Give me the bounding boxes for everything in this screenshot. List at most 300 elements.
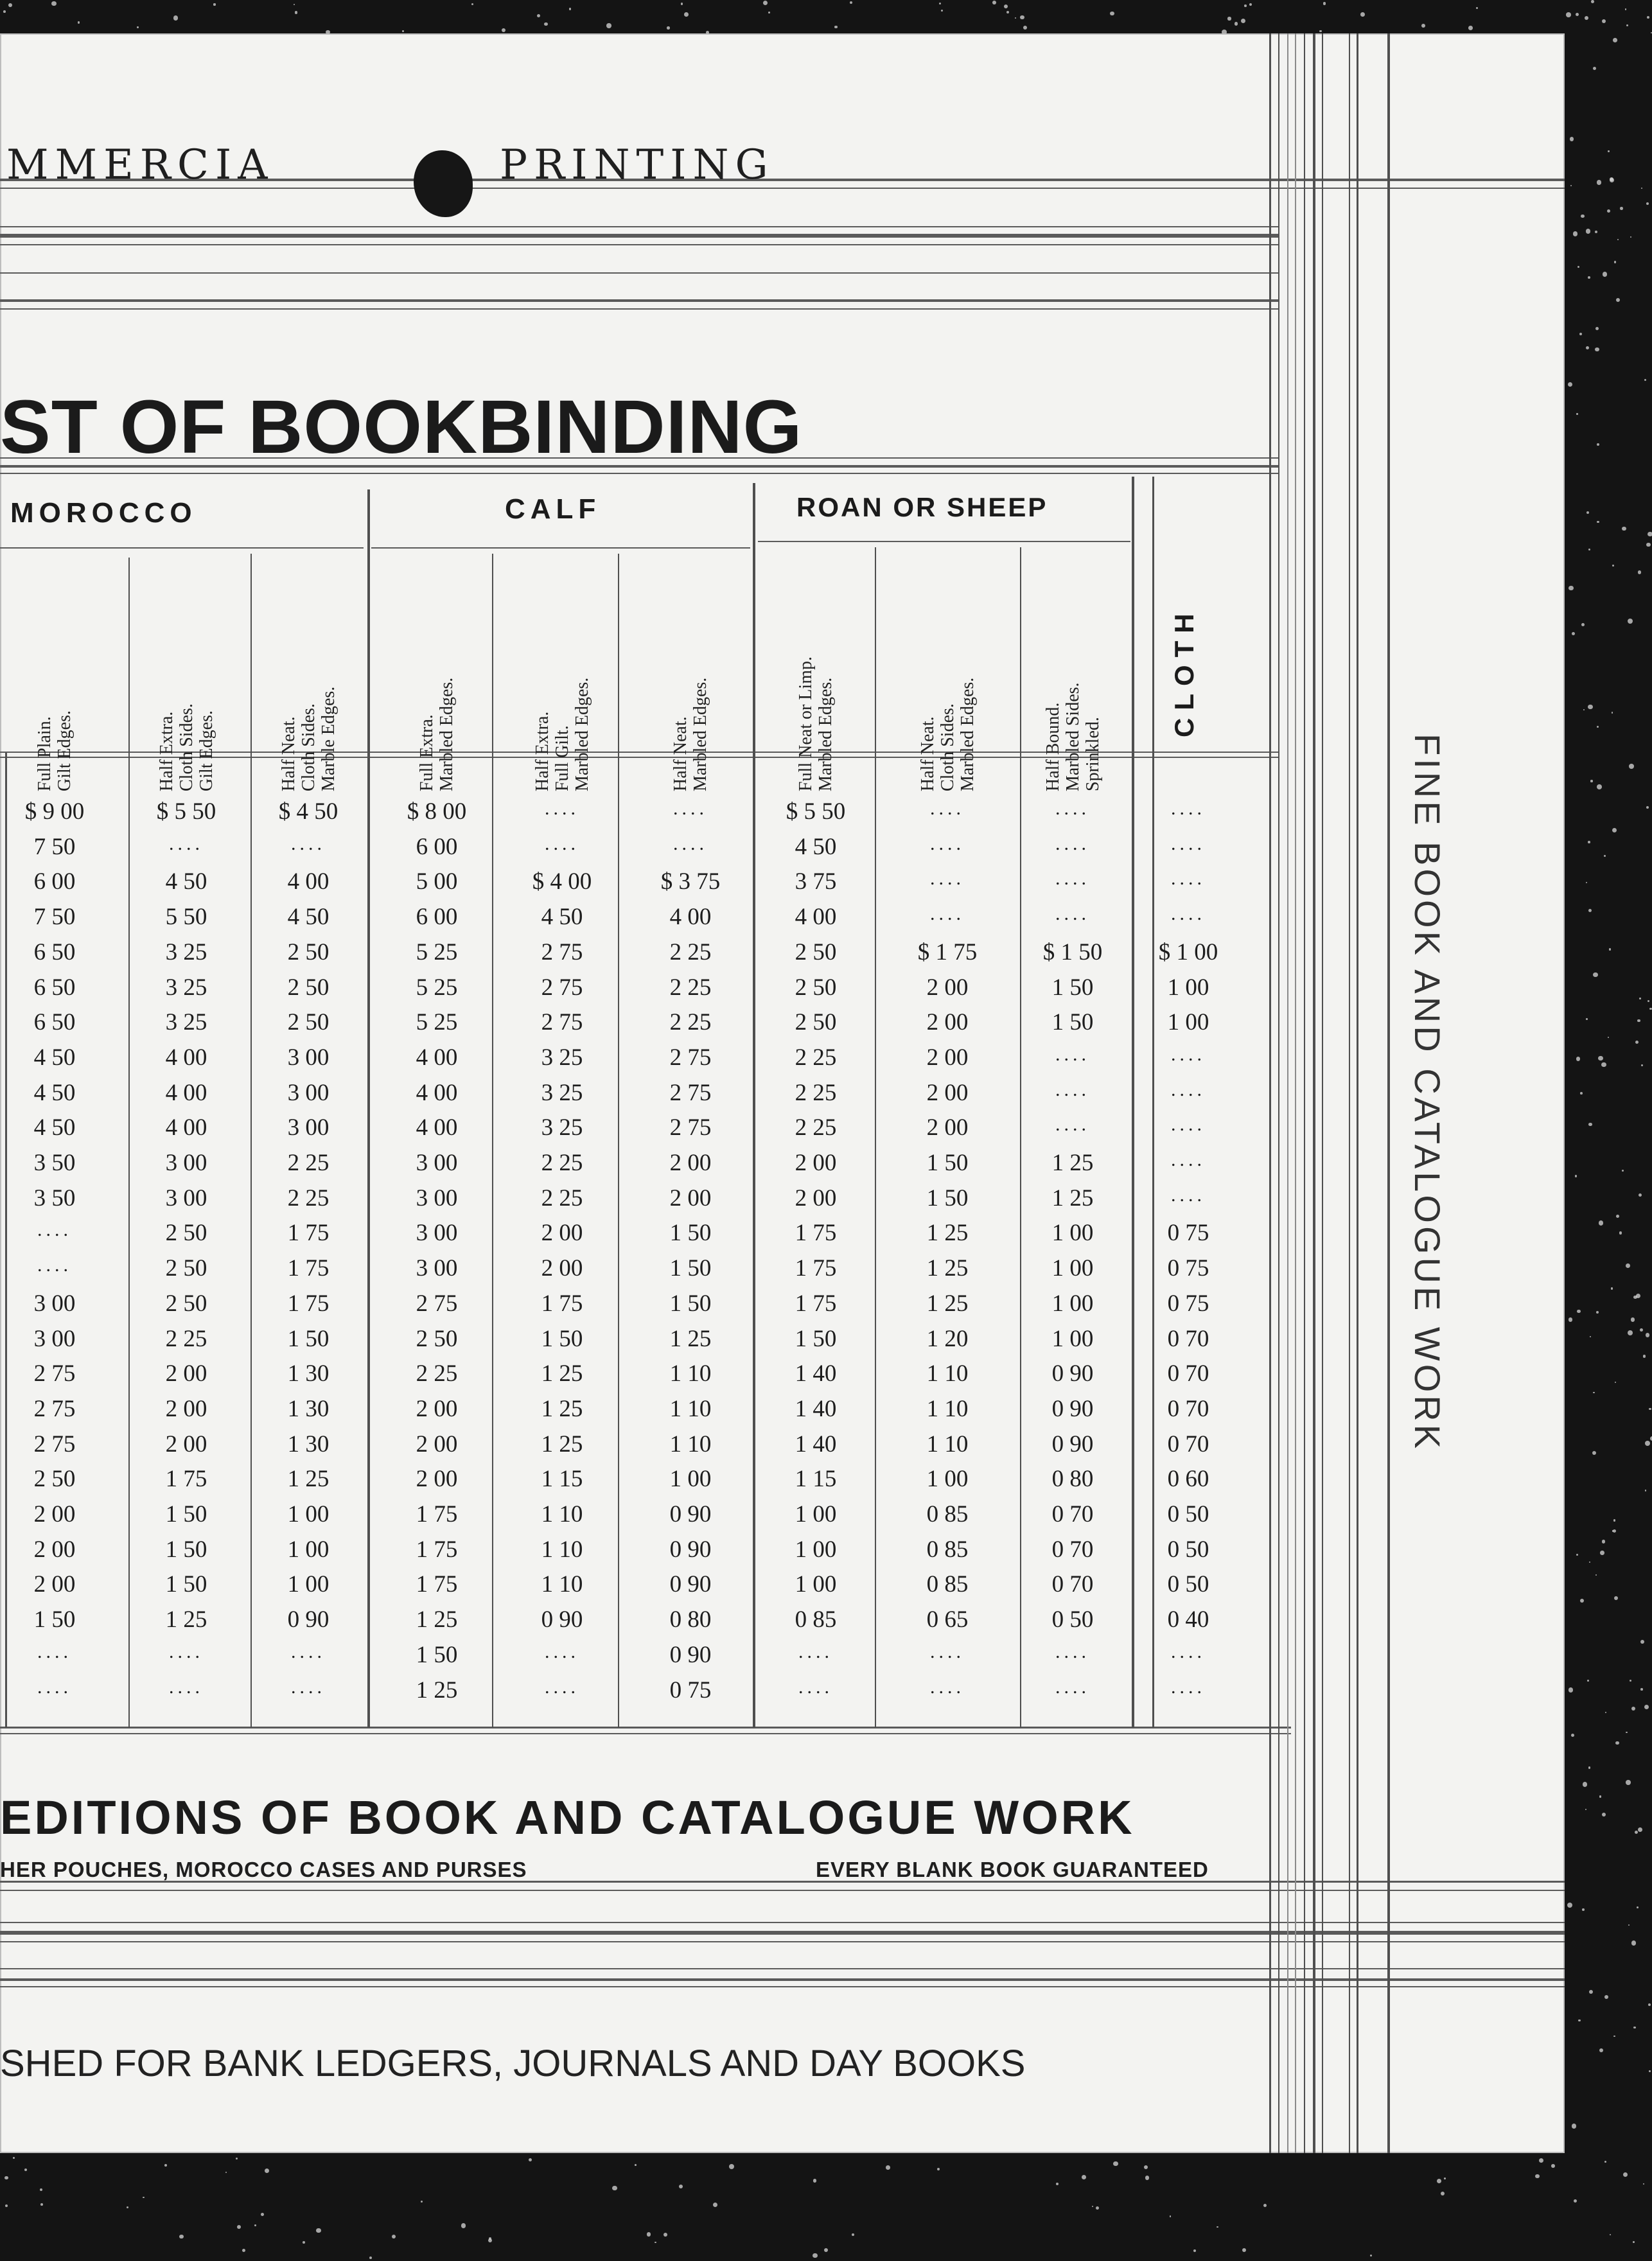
price-cell: 1 75 <box>287 1255 330 1282</box>
price-cell: .... <box>1055 868 1090 890</box>
price-cell: .... <box>1171 1114 1206 1136</box>
price-cell: .... <box>1171 903 1206 925</box>
price-cell: .... <box>1055 832 1090 854</box>
column-header-line: Half Neat. <box>278 716 299 791</box>
column-header-8 <box>918 678 978 791</box>
column-header-line: Full Extra. <box>417 714 437 791</box>
price-cell: 1 10 <box>541 1536 583 1563</box>
price-cell: 1 20 <box>926 1325 969 1352</box>
price-cell: 0 90 <box>541 1606 583 1633</box>
group-calf: CALF <box>505 493 601 525</box>
price-cell: 0 90 <box>287 1606 330 1633</box>
group-cloth: CLOTH <box>1169 606 1199 737</box>
price-cell: 0 70 <box>1167 1360 1209 1387</box>
price-cell: 1 25 <box>287 1466 330 1493</box>
price-cell: 1 10 <box>541 1501 583 1527</box>
price-cell: 1 10 <box>926 1395 969 1422</box>
price-cell: .... <box>930 832 965 854</box>
column-header-line: Half Extra. <box>156 711 177 791</box>
price-cell: 1 30 <box>287 1360 330 1387</box>
price-cell: $ 1 00 <box>1158 938 1218 965</box>
price-cell: $ 4 50 <box>278 798 338 825</box>
price-cell: 1 75 <box>541 1290 583 1317</box>
price-cell: 2 25 <box>795 1079 837 1106</box>
price-cell: 2 00 <box>416 1466 458 1493</box>
price-cell: 0 60 <box>1167 1466 1209 1493</box>
column-header-line: Marbled Edges. <box>957 677 978 791</box>
price-cell: 0 80 <box>669 1606 712 1633</box>
price-cell: 2 00 <box>416 1395 458 1422</box>
price-cell: 5 00 <box>416 868 458 895</box>
price-cell: 3 00 <box>287 1114 330 1141</box>
price-cell: 2 00 <box>669 1184 712 1211</box>
column-header-2 <box>157 703 216 791</box>
column-header-3 <box>279 687 338 791</box>
price-cell: 1 25 <box>669 1325 712 1352</box>
price-cell: 1 50 <box>165 1571 207 1598</box>
price-cell: 0 70 <box>1051 1536 1094 1563</box>
price-cell: .... <box>37 1676 72 1698</box>
price-cell: 1 50 <box>165 1536 207 1563</box>
price-list-sheet <box>0 33 1565 2153</box>
column-header-line: Full Plain. <box>35 716 55 791</box>
column-header-line: Gilt Edges. <box>55 710 75 791</box>
page-title: ST OF BOOKBINDING <box>0 385 803 470</box>
price-cell: $ 5 50 <box>156 798 216 825</box>
price-cell: 0 85 <box>926 1536 969 1563</box>
price-cell: 2 25 <box>795 1114 837 1141</box>
price-cell: 2 25 <box>416 1360 458 1387</box>
price-cell: 1 50 <box>1051 974 1094 1001</box>
price-cell: 1 50 <box>287 1325 330 1352</box>
price-cell: 3 50 <box>33 1184 76 1211</box>
price-cell: 3 00 <box>287 1044 330 1071</box>
price-cell: 2 00 <box>541 1220 583 1247</box>
price-cell: 4 50 <box>541 904 583 931</box>
price-cell: 2 00 <box>926 1114 969 1141</box>
price-cell: 0 70 <box>1051 1501 1094 1527</box>
price-cell: 2 50 <box>287 974 330 1001</box>
price-cell: 7 50 <box>33 904 76 931</box>
price-cell: 5 25 <box>416 974 458 1001</box>
price-cell: 2 00 <box>926 974 969 1001</box>
price-cell: 3 50 <box>33 1150 76 1176</box>
price-cell: 1 25 <box>541 1360 583 1387</box>
price-cell: .... <box>673 798 708 819</box>
price-cell: 1 25 <box>926 1220 969 1247</box>
price-cell: 2 25 <box>165 1325 207 1352</box>
footer-title: EDITIONS OF BOOK AND CATALOGUE WORK <box>0 1791 1135 1844</box>
price-cell: 1 25 <box>926 1290 969 1317</box>
price-cell: 1 50 <box>669 1255 712 1282</box>
price-cell: 0 85 <box>795 1606 837 1633</box>
price-cell: .... <box>1055 1676 1090 1698</box>
column-header-line: Marbled Edges. <box>437 677 457 791</box>
price-cell: 2 25 <box>287 1150 330 1176</box>
price-cell: 3 75 <box>795 868 837 895</box>
price-cell: 1 50 <box>926 1184 969 1211</box>
price-cell: 1 50 <box>416 1641 458 1668</box>
price-cell: 2 25 <box>541 1150 583 1176</box>
price-cell: 6 00 <box>416 904 458 931</box>
price-cell: 2 25 <box>795 1044 837 1071</box>
column-header-5 <box>532 678 592 791</box>
price-cell: 1 50 <box>33 1606 76 1633</box>
price-cell: 2 00 <box>926 1009 969 1036</box>
price-cell: .... <box>545 1641 579 1662</box>
price-cell: 2 75 <box>33 1395 76 1422</box>
side-caption: FINE BOOK AND CATALOGUE WORK <box>1407 734 1448 1452</box>
price-cell: 1 75 <box>795 1290 837 1317</box>
price-cell: .... <box>37 1254 72 1276</box>
price-cell: .... <box>291 832 326 854</box>
price-cell: 0 70 <box>1167 1430 1209 1457</box>
price-cell: 1 10 <box>926 1360 969 1387</box>
price-cell: 3 00 <box>416 1184 458 1211</box>
price-cell: 1 10 <box>926 1430 969 1457</box>
price-cell: 1 00 <box>287 1536 330 1563</box>
price-cell: .... <box>169 832 204 854</box>
price-cell: 3 00 <box>33 1325 76 1352</box>
price-cell: 4 00 <box>416 1114 458 1141</box>
price-cell: 2 25 <box>669 974 712 1001</box>
price-cell: $ 9 00 <box>24 798 85 825</box>
price-cell: 2 00 <box>795 1184 837 1211</box>
price-cell: $ 3 75 <box>660 868 721 895</box>
price-cell: 0 75 <box>1167 1220 1209 1247</box>
price-cell: 3 00 <box>416 1150 458 1176</box>
price-cell: .... <box>37 1641 72 1662</box>
price-cell: 0 50 <box>1051 1606 1094 1633</box>
price-cell: 0 75 <box>1167 1255 1209 1282</box>
price-cell: 2 00 <box>33 1536 76 1563</box>
column-header-9 <box>1043 682 1103 791</box>
price-cell: 6 00 <box>416 833 458 860</box>
price-cell: .... <box>798 1641 833 1662</box>
price-cell: 3 25 <box>541 1044 583 1071</box>
price-cell: 4 00 <box>416 1044 458 1071</box>
price-cell: .... <box>1171 1676 1206 1698</box>
price-cell: 1 30 <box>287 1395 330 1422</box>
price-cell: 0 90 <box>669 1641 712 1668</box>
price-cell: 1 75 <box>287 1290 330 1317</box>
price-cell: 2 75 <box>541 974 583 1001</box>
price-cell: 0 90 <box>1051 1360 1094 1387</box>
price-cell: 1 75 <box>287 1220 330 1247</box>
price-cell: 2 00 <box>669 1150 712 1176</box>
price-cell: 1 15 <box>795 1466 837 1493</box>
price-cell: $ 1 75 <box>917 938 978 965</box>
price-cell: 1 25 <box>416 1676 458 1703</box>
price-cell: .... <box>37 1219 72 1241</box>
price-cell: 4 00 <box>669 904 712 931</box>
footer-bottom-line: SHED FOR BANK LEDGERS, JOURNALS AND DAY BOOKS <box>0 2043 1026 2084</box>
price-cell: 4 00 <box>165 1079 207 1106</box>
price-cell: .... <box>169 1641 204 1662</box>
price-cell: .... <box>1055 1078 1090 1100</box>
price-cell: .... <box>1171 832 1206 854</box>
price-cell: .... <box>930 868 965 890</box>
price-cell: $ 5 50 <box>786 798 846 825</box>
column-header-6 <box>671 678 710 791</box>
price-cell: .... <box>1171 1641 1206 1662</box>
price-cell: 2 50 <box>33 1466 76 1493</box>
price-cell: 1 00 <box>1167 1009 1209 1036</box>
price-cell: 0 90 <box>669 1501 712 1527</box>
column-header-line: Half Neat. <box>671 716 690 791</box>
price-cell: 0 90 <box>1051 1395 1094 1422</box>
price-cell: 1 50 <box>541 1325 583 1352</box>
price-cell: 1 50 <box>165 1501 207 1527</box>
price-cell: 1 50 <box>669 1220 712 1247</box>
price-cell: 0 50 <box>1167 1501 1209 1527</box>
column-header-line: Half Extra. <box>532 711 552 791</box>
group-roan: ROAN OR SHEEP <box>796 492 1048 522</box>
column-header-line: Half Neat. <box>917 716 938 791</box>
price-cell: 1 75 <box>795 1220 837 1247</box>
price-cell: .... <box>930 1641 965 1662</box>
price-cell: 2 25 <box>287 1184 330 1211</box>
price-cell: 2 25 <box>669 938 712 965</box>
column-header-line: Half Bound. <box>1042 702 1063 791</box>
price-cell: 2 50 <box>416 1325 458 1352</box>
ink-blot <box>414 150 473 217</box>
header-left-text: MMERCIA <box>6 141 274 189</box>
price-cell: .... <box>1171 868 1206 890</box>
price-cell: 4 50 <box>33 1079 76 1106</box>
column-header-line: Full Neat or Limp. <box>796 656 816 791</box>
price-cell: 1 40 <box>795 1395 837 1422</box>
price-cell: 0 70 <box>1167 1325 1209 1352</box>
price-cell: 1 10 <box>669 1395 712 1422</box>
price-cell: .... <box>169 1676 204 1698</box>
price-cell: 2 00 <box>795 1150 837 1176</box>
price-cell: 2 50 <box>287 938 330 965</box>
price-cell: .... <box>1171 798 1206 819</box>
price-cell: 2 25 <box>669 1009 712 1036</box>
price-cell: 1 75 <box>416 1501 458 1527</box>
price-cell: 1 10 <box>669 1430 712 1457</box>
price-cell: 4 50 <box>33 1114 76 1141</box>
price-cell: 1 10 <box>669 1360 712 1387</box>
column-header-line: Full Gilt. <box>552 725 572 791</box>
price-cell: 2 00 <box>926 1079 969 1106</box>
price-cell: 0 90 <box>1051 1430 1094 1457</box>
price-cell: 0 70 <box>1051 1571 1094 1598</box>
price-cell: .... <box>1055 1043 1090 1065</box>
price-cell: 1 25 <box>416 1606 458 1633</box>
column-header-line: Cloth Sides. <box>298 703 319 791</box>
price-cell: 1 00 <box>1051 1325 1094 1352</box>
price-cell: 1 30 <box>287 1430 330 1457</box>
price-cell: .... <box>1171 1149 1206 1170</box>
price-cell: 1 00 <box>287 1501 330 1527</box>
price-cell: 1 00 <box>795 1501 837 1527</box>
price-cell: 2 00 <box>926 1044 969 1071</box>
price-cell: 4 00 <box>287 868 330 895</box>
price-cell: 4 50 <box>165 868 207 895</box>
price-cell: .... <box>1055 1641 1090 1662</box>
price-cell: 1 50 <box>926 1150 969 1176</box>
price-cell: .... <box>1055 1114 1090 1136</box>
price-cell: 1 00 <box>795 1536 837 1563</box>
price-cell: 1 50 <box>1051 1009 1094 1036</box>
price-cell: .... <box>1171 1184 1206 1206</box>
price-cell: .... <box>673 832 708 854</box>
price-cell: 1 25 <box>1051 1184 1094 1211</box>
price-cell: 2 00 <box>541 1255 583 1282</box>
price-cell: 3 00 <box>287 1079 330 1106</box>
price-cell: .... <box>545 1676 579 1698</box>
price-cell: .... <box>1171 1078 1206 1100</box>
price-cell: 0 80 <box>1051 1466 1094 1493</box>
price-cell: 0 65 <box>926 1606 969 1633</box>
price-cell: 1 25 <box>926 1255 969 1282</box>
column-header-4 <box>417 678 457 791</box>
header-right-text: PRINTING <box>500 141 775 189</box>
price-cell: 6 50 <box>33 974 76 1001</box>
price-cell: 0 50 <box>1167 1536 1209 1563</box>
price-cell: 5 25 <box>416 1009 458 1036</box>
price-cell: 6 50 <box>33 1009 76 1036</box>
column-header-line: Marble Edges. <box>318 686 338 791</box>
price-cell: 2 75 <box>541 938 583 965</box>
column-header-line: Marbled Sides. <box>1062 682 1083 791</box>
price-cell: 1 00 <box>1167 974 1209 1001</box>
price-cell: .... <box>1055 903 1090 925</box>
price-cell: 2 50 <box>165 1220 207 1247</box>
price-cell: 5 25 <box>416 938 458 965</box>
price-cell: 0 75 <box>669 1676 712 1703</box>
price-cell: 2 00 <box>33 1571 76 1598</box>
price-cell: 4 50 <box>795 833 837 860</box>
column-header-line: Cloth Sides. <box>937 703 958 791</box>
price-cell: 2 50 <box>287 1009 330 1036</box>
price-cell: 2 50 <box>165 1290 207 1317</box>
price-cell: 1 15 <box>541 1466 583 1493</box>
price-cell: 1 75 <box>416 1536 458 1563</box>
price-cell: 1 25 <box>1051 1150 1094 1176</box>
price-cell: 3 00 <box>416 1220 458 1247</box>
price-cell: 2 00 <box>416 1430 458 1457</box>
price-cell: 2 50 <box>795 938 837 965</box>
price-cell: .... <box>930 1676 965 1698</box>
price-cell: 0 70 <box>1167 1395 1209 1422</box>
column-header-line: Marbled Edges. <box>572 677 592 791</box>
price-cell: .... <box>291 1676 326 1698</box>
price-cell: 1 50 <box>795 1325 837 1352</box>
price-cell: 3 00 <box>165 1150 207 1176</box>
price-cell: .... <box>545 798 579 819</box>
price-cell: 2 75 <box>669 1079 712 1106</box>
price-cell: 3 00 <box>165 1184 207 1211</box>
price-cell: 4 00 <box>416 1079 458 1106</box>
price-cell: 0 85 <box>926 1501 969 1527</box>
price-cell: 2 75 <box>416 1290 458 1317</box>
price-cell: 1 00 <box>795 1571 837 1598</box>
price-cell: 3 25 <box>541 1114 583 1141</box>
price-cell: .... <box>1171 1043 1206 1065</box>
price-cell: 0 90 <box>669 1571 712 1598</box>
price-cell: 1 00 <box>669 1466 712 1493</box>
footer-sub-right: EVERY BLANK BOOK GUARANTEED <box>816 1858 1209 1881</box>
column-header-line: Marbled Edges. <box>690 677 710 791</box>
price-cell: 2 75 <box>33 1360 76 1387</box>
price-cell: 2 00 <box>165 1360 207 1387</box>
price-cell: 1 00 <box>1051 1255 1094 1282</box>
price-cell: 3 00 <box>416 1255 458 1282</box>
column-header-line: Sprinkled. <box>1082 717 1103 791</box>
column-header-1 <box>35 710 75 791</box>
price-cell: 0 85 <box>926 1571 969 1598</box>
group-morocco: MOROCCO <box>10 497 197 529</box>
column-header-line: Marbled Edges. <box>816 677 836 791</box>
price-cell: 1 40 <box>795 1430 837 1457</box>
price-cell: 1 00 <box>287 1571 330 1598</box>
price-cell: 4 00 <box>795 904 837 931</box>
price-cell: 6 50 <box>33 938 76 965</box>
price-cell: 3 25 <box>541 1079 583 1106</box>
price-cell: 4 00 <box>165 1114 207 1141</box>
price-cell: 1 75 <box>416 1571 458 1598</box>
price-cell: 1 10 <box>541 1571 583 1598</box>
price-cell: .... <box>1055 798 1090 819</box>
price-cell: 4 50 <box>287 904 330 931</box>
price-cell: 4 00 <box>165 1044 207 1071</box>
price-cell: 6 00 <box>33 868 76 895</box>
price-cell: 1 00 <box>1051 1290 1094 1317</box>
price-cell: .... <box>930 798 965 819</box>
price-cell: 1 50 <box>669 1290 712 1317</box>
price-cell: 5 50 <box>165 904 207 931</box>
price-cell: 1 25 <box>541 1395 583 1422</box>
column-header-7 <box>796 656 836 791</box>
price-cell: 3 25 <box>165 938 207 965</box>
price-cell: 3 25 <box>165 974 207 1001</box>
price-cell: 2 50 <box>795 974 837 1001</box>
price-cell: 1 00 <box>926 1466 969 1493</box>
price-cell: $ 4 00 <box>532 868 592 895</box>
footer-sub-left: HER POUCHES, MOROCCO CASES AND PURSES <box>0 1858 527 1881</box>
price-cell: 0 90 <box>669 1536 712 1563</box>
price-cell: 2 75 <box>669 1114 712 1141</box>
price-cell: 1 25 <box>541 1430 583 1457</box>
price-cell: $ 1 50 <box>1042 938 1103 965</box>
price-cell: 2 00 <box>165 1430 207 1457</box>
price-cell: 1 40 <box>795 1360 837 1387</box>
price-cell: 2 75 <box>669 1044 712 1071</box>
price-cell: 1 00 <box>1051 1220 1094 1247</box>
price-cell: 0 75 <box>1167 1290 1209 1317</box>
price-cell: $ 8 00 <box>407 798 467 825</box>
price-cell: 7 50 <box>33 833 76 860</box>
price-cell: 2 50 <box>165 1255 207 1282</box>
price-cell: 3 25 <box>165 1009 207 1036</box>
price-cell: 2 00 <box>33 1501 76 1527</box>
price-cell: 2 75 <box>33 1430 76 1457</box>
column-header-line: Cloth Sides. <box>176 703 197 791</box>
price-cell: 3 00 <box>33 1290 76 1317</box>
price-cell: 2 00 <box>165 1395 207 1422</box>
price-cell: .... <box>291 1641 326 1662</box>
price-cell: 1 75 <box>795 1255 837 1282</box>
price-cell: .... <box>798 1676 833 1698</box>
price-cell: 0 50 <box>1167 1571 1209 1598</box>
price-cell: 1 25 <box>165 1606 207 1633</box>
price-cell: .... <box>930 903 965 925</box>
price-cell: 1 75 <box>165 1466 207 1493</box>
price-cell: 0 40 <box>1167 1606 1209 1633</box>
